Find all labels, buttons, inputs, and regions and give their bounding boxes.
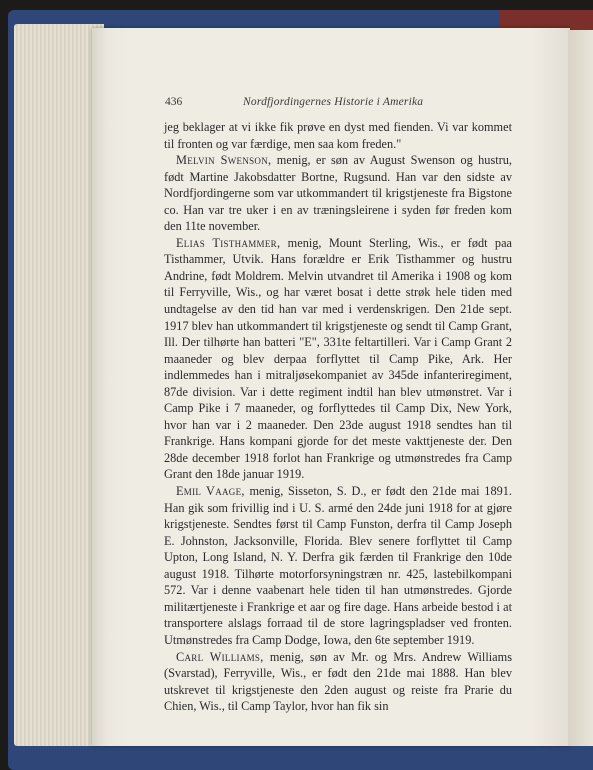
soldier-name: Melvin Swenson, bbox=[176, 153, 272, 168]
page-number: 436 bbox=[165, 96, 183, 108]
paragraph bbox=[164, 483, 512, 648]
soldier-name: Elias Tisthammer, bbox=[176, 235, 281, 250]
paragraph bbox=[164, 119, 512, 152]
page-edges bbox=[14, 24, 104, 746]
paragraph-text: menig, Sisseton, S. D., er født den 21de mai 1891. Han gik som frivillig ind i U. S. armé den 24de juni 1918 for at gjøre krigstjeneste. Sendtes først til Camp Funston, derfra til Camp Joseph E. Johnston, Jacksonville, Florida. Blev senere forflyttet til Camp Upton, Long Island, N. Y. Derfra gik færden til Frankrige den 10de august 1918. Tilhørte motorforsyningstræn nr. 425, lastebilkompani 572. Var i denne vaabenart hele tiden til han utmønstredes. Gjorde militærtjeneste i Frankrige et aar og fire dage. Hans arbeide bestod i at transportere alslags forraad til de store lagringspladser ved fronten. Utmønstredes fra Camp Dodge, Iowa, den 6te september 1919. bbox=[164, 484, 512, 647]
facing-page-edge bbox=[568, 30, 593, 746]
paragraph-text: menig, er søn av August Swenson og hustru, født Martine Jakobsdatter Bortne, Rugsund. Han var den sidste av Nordfjordingerne som var utkommandert til krigstjeneste fra Bigstone co. Han var tre uker i en av træningsleirene i syden før freden kom den 11te november. bbox=[164, 153, 512, 234]
paragraph-text: menig, Mount Sterling, Wis., er født paa Tisthammer, Utvik. Hans forældre er Erik Tisthammer og hustru Andrine, født Moldrem. Melvin utvandret til Amerika i 1908 og kom til Ferryville, Wis., og har været bosat i dette strøk hele tiden med undtagelse av den tid han var med i verdenskrigen. Den 21de sept. 1917 blev han utkommandert til krigstjeneste og sendt til Camp Grant, Ill. Der tilhørte han batteri "E", 331te feltartilleri. Var i Camp Grant 2 maaneder og blev derpaa forflyttet til Camp Pike, Ark. Her indlemmedes han i mitraljøsekompaniet av 345de infanteriregiment, 87de division. Var i dette regiment indtil han blev utmønstret. Var i Camp Pike i 7 maaneder, og forflyttedes til Camp Dix, New York, hvor han var i 2 maaneder. Den 23de august 1918 sendtes han til Frankrige. Hans kompani gjorde for det meste vakttjeneste der. Den 28de december 1918 forlot han Frankrige og utmønstredes fra Camp Grant den 18de januar 1919. bbox=[164, 235, 512, 482]
paragraph-text: menig, søn av Mr. og Mrs. Andrew Williams (Svarstad), Ferryville, Wis., er født den 21de mai 1888. Han blev utskrevet til krigstjeneste den 2den august og reiste fra Prarie du Chien, Wis., til Camp Taylor, hvor han fik sin bbox=[164, 649, 512, 714]
soldier-name: Emil Vaage, bbox=[176, 484, 245, 499]
paragraph bbox=[164, 649, 512, 715]
body-text bbox=[164, 119, 512, 715]
soldier-name: Carl Williams, bbox=[176, 649, 264, 664]
paragraph bbox=[164, 235, 512, 483]
paragraph-text: jeg beklager at vi ikke fik prøve en dyst med fienden. Vi var kommet til fronten og var færdige, men saa kom freden." bbox=[164, 120, 512, 151]
page-header bbox=[165, 96, 510, 112]
paragraph bbox=[164, 152, 512, 235]
running-head: Nordfjordingernes Historie i Amerika bbox=[243, 96, 424, 108]
